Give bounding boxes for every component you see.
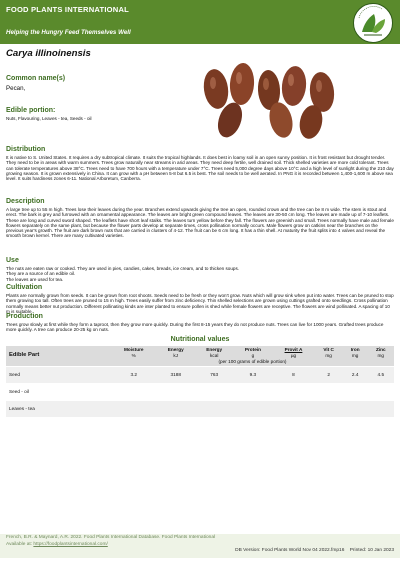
- per-note-row: [6, 359, 394, 366]
- nutrition-row-seed: [6, 366, 394, 383]
- edible-portion-text: Nuts, Flavouring, Leaves - tea, Seeds - oil: [6, 116, 92, 121]
- edible-part-header: Edible Part: [6, 346, 111, 359]
- nutrition-header-row: [6, 346, 394, 359]
- available-label: Available at:: [6, 542, 33, 547]
- col-name: Vit C: [323, 347, 334, 352]
- availability-line: [6, 542, 108, 547]
- nutrition-table: [6, 346, 394, 417]
- nutrition-row-leaves-tea: [6, 400, 394, 417]
- value-cell: [272, 383, 314, 400]
- value-cell: [343, 383, 368, 400]
- col-unit: mg: [351, 352, 359, 358]
- value-cell: 9.3: [233, 366, 272, 383]
- col-protein: [233, 346, 272, 359]
- pecan-nuts-photo: [186, 56, 348, 142]
- common-names-heading: Common name(s): [6, 75, 66, 82]
- production-text: Trees grow slowly at first while they form a taproot, then they grow more quickly. During the first 8-15 years they do not produce nuts. Trees can live for 1000 years. Grafted trees produce more quickly. A tree can produce 20-25 kg on nuts.: [6, 322, 384, 333]
- col-name: Energy: [167, 347, 184, 352]
- col-unit: %: [131, 352, 136, 358]
- distribution-heading: Distribution: [6, 146, 46, 153]
- col-provit-a: [272, 346, 314, 359]
- edible-part-cell: Seed: [6, 366, 111, 383]
- edible-portion-heading: Edible portion:: [6, 107, 56, 114]
- value-cell: [368, 400, 394, 417]
- use-line: The leaves are used for tea.: [6, 276, 64, 282]
- value-cell: [195, 383, 233, 400]
- value-cell: 8: [272, 366, 314, 383]
- use-text: [6, 266, 394, 282]
- value-cell: [368, 383, 394, 400]
- common-names-text: Pecan,: [6, 85, 26, 92]
- value-cell: [233, 383, 272, 400]
- nutritional-values-title: Nutritional values: [170, 336, 230, 343]
- col-zinc: [368, 346, 394, 359]
- cultivation-text: Plants are normally grown from seeds. It can be grown from root shoots. Seeds need to be fresh or they won't grow. Nuts which will grow sink when put into water. Trees can be pruned to stop them growing too tall. Often trees are pruned to 15 m high. Trees easily suffer from zinc deficiency. Thin shelled selections are grown using cuttings grafted onto seedlings. Cross pollination normally means better nut production. Different pollinating kinds are inter planted to ensure pollen is shed while female flowers are receptive. The flowers are wind pollinated. A spacing of 10 m is suitable.: [6, 293, 394, 314]
- col-unit: kJ: [173, 352, 179, 358]
- value-cell: [272, 400, 314, 417]
- use-heading: Use: [6, 257, 19, 264]
- db-version: DB Version: Food Plants World Nov 04 2022.fmp16: [235, 548, 345, 553]
- description-text: A large tree up to 55 m high. Trees lose their leaves during the year. Branches extend upwards giving the tree an open, rounded crown and the tree can be 8 m wide. The stem is stout and erect. The bark is grey and furrowed with an ornamental appearance. The leaves are bright green compound leaves. The leaves are 30-50 cm long. The leaves are made up of 7-10 leaflets. These are long and curved sword shaped. The leaflets have short leaf stalks. The leaves turn yellow before they fall. The flowers are greenish and small. Trees normally have male and female flowers separately on the same plant, but because the flower parts develop at separate times, cross pollination normally occurs. Male flowers grow on catkins near the branches on the previous year's growth. The fruit are dark brown nuts that are carried in clusters of 4-12. The fruit can be 6 cm long. It has a thin shell. At maturity the fruit splits into 4 valves and reveal the smooth brown kernel. There are many cultivated varieties.: [6, 207, 394, 239]
- db-version-line: [235, 548, 394, 553]
- value-cell: [111, 383, 157, 400]
- col-name: Protein: [244, 347, 261, 352]
- nutrition-row-seed-oil: [6, 383, 394, 400]
- use-line: They are a source of an edible oil.: [6, 271, 76, 277]
- col-name: Moisture: [123, 347, 144, 352]
- col-unit: µg: [290, 352, 297, 358]
- tagline: Helping the Hungry Feed Themselves Well: [6, 29, 131, 36]
- description-heading: Description: [6, 198, 45, 205]
- value-cell: 2: [315, 366, 343, 383]
- value-cell: [233, 400, 272, 417]
- value-cell: [315, 383, 343, 400]
- production-heading: Production: [6, 313, 43, 320]
- value-cell: 3.2: [111, 366, 157, 383]
- value-cell: [157, 400, 195, 417]
- distribution-text: It is native to S. United States. It requires a dry subtropical climate. It suits the tropical highlands. It does best in loamy soil in an open sunny position. It is frost resistant but drought tender. They need to be in areas with warm summers. Trees grow naturally near streams in arid areas. They need deep fertile, well drained soil. Thick shelled varieties are more cold tolerant. Trees can tolerate temperatures above 38°C. Trees need to have 700 hours with a temperature under 7°C. Trees need 5,000 degree days above 10°C and a high level of sunlight during the 210 day growing season. It is grown extensively in China. It can grow with a pH between 5-8 but 6.5 is best. The soil needs to be well aerated. In PNG it is recorded between 1,400-1,600 m above sea level. It suits hardiness zones 6-11. National Arboretum, Canberra.: [6, 155, 394, 182]
- value-cell: [195, 400, 233, 417]
- col-unit: g: [251, 352, 255, 358]
- col-name: Zinc: [375, 347, 386, 352]
- col-energy-kcal: [195, 346, 233, 359]
- value-cell: 3188: [157, 366, 195, 383]
- value-cell: [157, 383, 195, 400]
- value-cell: [111, 400, 157, 417]
- col-vit-c: [315, 346, 343, 359]
- col-energy-kj: [157, 346, 195, 359]
- col-name: Iron: [350, 347, 360, 352]
- species-title: Carya illinoinensis: [6, 48, 91, 59]
- col-moisture: [111, 346, 157, 359]
- cultivation-heading: Cultivation: [6, 284, 43, 291]
- col-unit: mg: [325, 352, 332, 358]
- col-name: Energy: [206, 347, 223, 352]
- value-cell: [343, 400, 368, 417]
- col-unit: mg: [377, 352, 385, 358]
- per-note: (per 100 grams of edible portion): [111, 359, 394, 366]
- value-cell: [315, 400, 343, 417]
- use-line: The nuts are eaten raw or cooked. They are used in pies, candies, cakes, breads, ice cream, and to thicken soups.: [6, 266, 240, 271]
- value-cell: 763: [195, 366, 233, 383]
- organization-name: FOOD PLANTS INTERNATIONAL: [6, 5, 129, 14]
- value-cell: 2.4: [343, 366, 368, 383]
- col-iron: [343, 346, 368, 359]
- value-cell: 4.5: [368, 366, 394, 383]
- edible-part-cell: Seed - oil: [6, 383, 111, 400]
- edible-part-cell: Leaves - tea: [6, 400, 111, 417]
- fpi-logo-icon: [352, 2, 394, 44]
- col-unit: kcal: [210, 352, 219, 358]
- citation-text: French, B.R. & Maynard, A.R. 2022. Food Plants International Database. Food Plants International: [6, 535, 216, 540]
- col-name: Provit A: [284, 347, 303, 352]
- printed-date: Printed: 10 Jan 2023: [349, 548, 394, 553]
- website-link[interactable]: https://foodplantsinternational.com/: [33, 542, 108, 547]
